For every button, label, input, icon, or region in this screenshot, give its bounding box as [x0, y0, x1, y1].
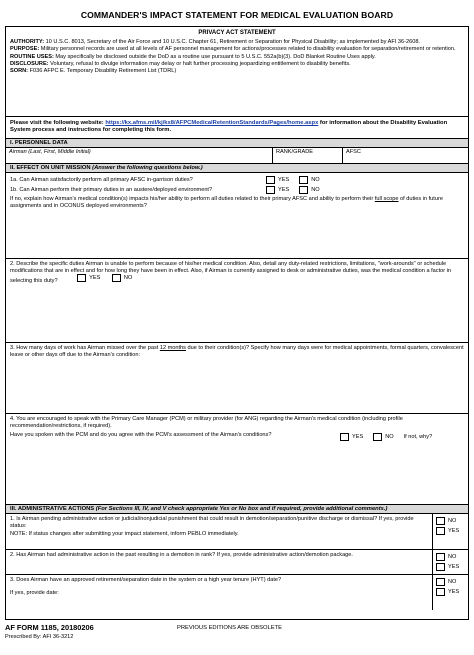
personnel-data-row	[6, 148, 468, 164]
question-1b: 1b. Can Airman perform their primary duties in an austere/deployed environment?	[10, 186, 213, 193]
rank-grade-field[interactable]: RANK/GRADE	[273, 148, 343, 163]
admin-q2-yes-checkbox[interactable]	[436, 563, 445, 571]
question-3: 3. How many days of work has Airman missed over the past 12 months due to their condition(s)? Specify how many days were for medical appointments, formal quarters, convalescent leave or other days off due to the Airman's condition:	[10, 345, 464, 358]
q2-no-checkbox[interactable]	[112, 274, 121, 282]
question-3-block[interactable]	[6, 343, 468, 414]
website-notice: Please visit the following website: https://kx.afms.mil/kj/kx8/AFPCMedicalRetentionStandards/Pages/home.aspx for information about the Disability Evaluation System process and instructions for completing this form.	[6, 117, 468, 139]
admin-question-2-row: 2. Has Airman had administrative action in the past resulting in a demotion in rank? If yes, provide administrative action/demotion package. NO YES	[6, 550, 468, 575]
admin-question-3: 3. Does Airman have an approved retirement/separation date in the system or a high year tenure (HYT) date?	[10, 577, 282, 583]
question-4: 4. You are encouraged to speak with the Primary Care Manager (PCM) or military provider (for ANG) regarding the Airman's medical condition (including profile recommendation/restrictions, if required).	[10, 416, 403, 429]
privacy-act-statement	[6, 27, 468, 117]
admin-q2-no-checkbox[interactable]	[436, 553, 445, 561]
admin-question-3-sub: If yes, provide date:	[10, 589, 59, 596]
afpc-website-link[interactable]: https://kx.afms.mil/kj/kx8/AFPCMedicalRetentionStandards/Pages/home.aspx	[105, 120, 319, 126]
question-1-explain: If no, explain how Airman's medical condition(s) impacts his/her ability to perform all duties related to their primary AFSC and ability to perform their full scope of duties in future assignments and in OCONUS deployed environments?	[10, 196, 443, 209]
q1b-yes-checkbox[interactable]	[266, 186, 275, 194]
form-body	[5, 26, 469, 620]
routine-uses-text: May specifically be disclosed outside the DoD as a routine use pursuant to 5 U.S.C. 552a(b)(3). DoD Blanket Routine Uses apply.	[55, 53, 376, 60]
question-1a: 1a. Can Airman satisfactorily perform all primary AFSC in-garrison duties?	[10, 176, 193, 183]
routine-uses-label: ROUTINE USES:	[10, 53, 54, 60]
section-2-header: II. EFFECT ON UNIT MISSION (Answer the following questions below.)	[6, 164, 468, 173]
question-2-block[interactable]: 2. Describe the specific duties Airman is unable to perform because of his/her medical condition. Also, detail any duty-related restrictions, limitations, "work-arounds" or schedule modifications that are in effect and for how long they have been in effect. Also, if Airman is currently assigned to desk or administrative duties, was the medical condition a factor in selecting this duty? YES NO	[6, 259, 468, 343]
question-4-block[interactable]: 4. You are encouraged to speak with the Primary Care Manager (PCM) or military provider (for ANG) regarding the Airman's medical condition (including profile recommendation/restrictions, if required). Have you spoken with the PCM and do you agree with the PCM's assessment of the Airman's conditions? YES NO If not, why?	[6, 414, 468, 505]
admin-question-1: 1. Is Airman pending administrative action or judicial/nonjudicial punishment that could result in demotion/separation/punitive discharge or dismissal? If yes, provide status:	[10, 516, 414, 529]
airman-name-field[interactable]: Airman (Last, First, Middle Initial)	[6, 148, 273, 163]
section-1-header: I. PERSONNEL DATA	[6, 139, 468, 148]
sorn-label: SORN:	[10, 68, 29, 74]
question-1-block[interactable]: 1a. Can Airman satisfactorily perform all primary AFSC in-garrison duties? YES NO 1b. Can Airman perform their primary duties in an austere/deployed environment? YES NO If no, explain how Airman's medical condition(s) impacts his/her ability to perform all duties related to their primary AFSC and ability to perform their full scope of duties in future assignments and in OCONUS deployed environments?	[6, 173, 468, 259]
form-title: COMMANDER'S IMPACT STATEMENT FOR MEDICAL EVALUATION BOARD	[80, 10, 394, 20]
q4-no-checkbox[interactable]	[373, 433, 382, 441]
disclosure-label: DISCLOSURE:	[10, 60, 49, 67]
disclosure-text: Voluntary, refusal to divulge information may delay or halt further processing jeopardizing entitlement to disability benefits.	[50, 60, 351, 67]
authority-label: AUTHORITY:	[10, 39, 45, 46]
authority-text: 10 U.S.C. 8013, Secretary of the Air Force and 10 U.S.C. Chapter 61, Retirement or Separation for Physical Disability; as implemented by AFI 36-2608.	[45, 39, 420, 46]
q2-yes-checkbox[interactable]	[77, 274, 86, 282]
question-4-ask: Have you spoken with the PCM and do you agree with the PCM's assessment of the Airman's conditions?	[10, 432, 272, 439]
purpose-text: Military personnel records are used at all levels of AF personnel management for actions/processes related to disability evaluation for separation/retirement or retention.	[40, 46, 456, 53]
editions-notice: PREVIOUS EDITIONS ARE OBSOLETE	[177, 625, 283, 631]
admin-question-2: 2. Has Airman had administrative action in the past resulting in a demotion in rank? If yes, provide administrative action/demotion package.	[10, 552, 353, 558]
question-2: 2. Describe the specific duties Airman is unable to perform because of his/her medical condition. Also, detail any duty-related restrictions, limitations, "work-arounds" or schedule modifications that are in effect and for how long they have been in effect. Also, if Airman is currently assigned to desk or administrative duties, was the medical condition a factor in selecting this duty?	[10, 261, 452, 285]
q1a-no-checkbox[interactable]	[299, 176, 308, 184]
q4-yes-checkbox[interactable]	[340, 433, 349, 441]
privacy-heading: PRIVACY ACT STATEMENT	[198, 30, 276, 36]
admin-q1-no-checkbox[interactable]	[436, 517, 445, 525]
q1a-yes-checkbox[interactable]	[266, 176, 275, 184]
form-number: AF FORM 1185, 20180206	[5, 623, 94, 632]
admin-q3-yes-checkbox[interactable]	[436, 588, 445, 596]
admin-q3-no-checkbox[interactable]	[436, 578, 445, 586]
admin-question-3-row: 3. Does Airman have an approved retirement/separation date in the system or a high year tenure (HYT) date? If yes, provide date: NO YES	[6, 575, 468, 610]
admin-question-1-note: NOTE: If status changes after submitting your impact statement, inform PEBLO immediately.	[10, 531, 239, 538]
admin-q1-yes-checkbox[interactable]	[436, 527, 445, 535]
admin-question-1-row: 1. Is Airman pending administrative action or judicial/nonjudicial punishment that could result in demotion/separation/punitive discharge or dismissal? If yes, provide status: NOTE: If status changes after submitting your impact statement, inform PEBLO immediately. NO YES	[6, 514, 468, 550]
section-3-header: III. ADMINISTRATIVE ACTIONS (For Sections III, IV, and V check appropriate Yes or No box and if required, provide additional comments.)	[6, 505, 468, 514]
purpose-label: PURPOSE:	[10, 46, 40, 53]
sorn-text: F036 AFPC E. Temporary Disability Retirement List (TDRL)	[29, 68, 177, 74]
q1b-no-checkbox[interactable]	[299, 186, 308, 194]
prescribed-by: Prescribed By: AFI 36-3212	[5, 634, 74, 640]
question-4-ifnot: If not, why?	[403, 434, 433, 441]
afsc-field[interactable]: AFSC	[346, 149, 361, 155]
